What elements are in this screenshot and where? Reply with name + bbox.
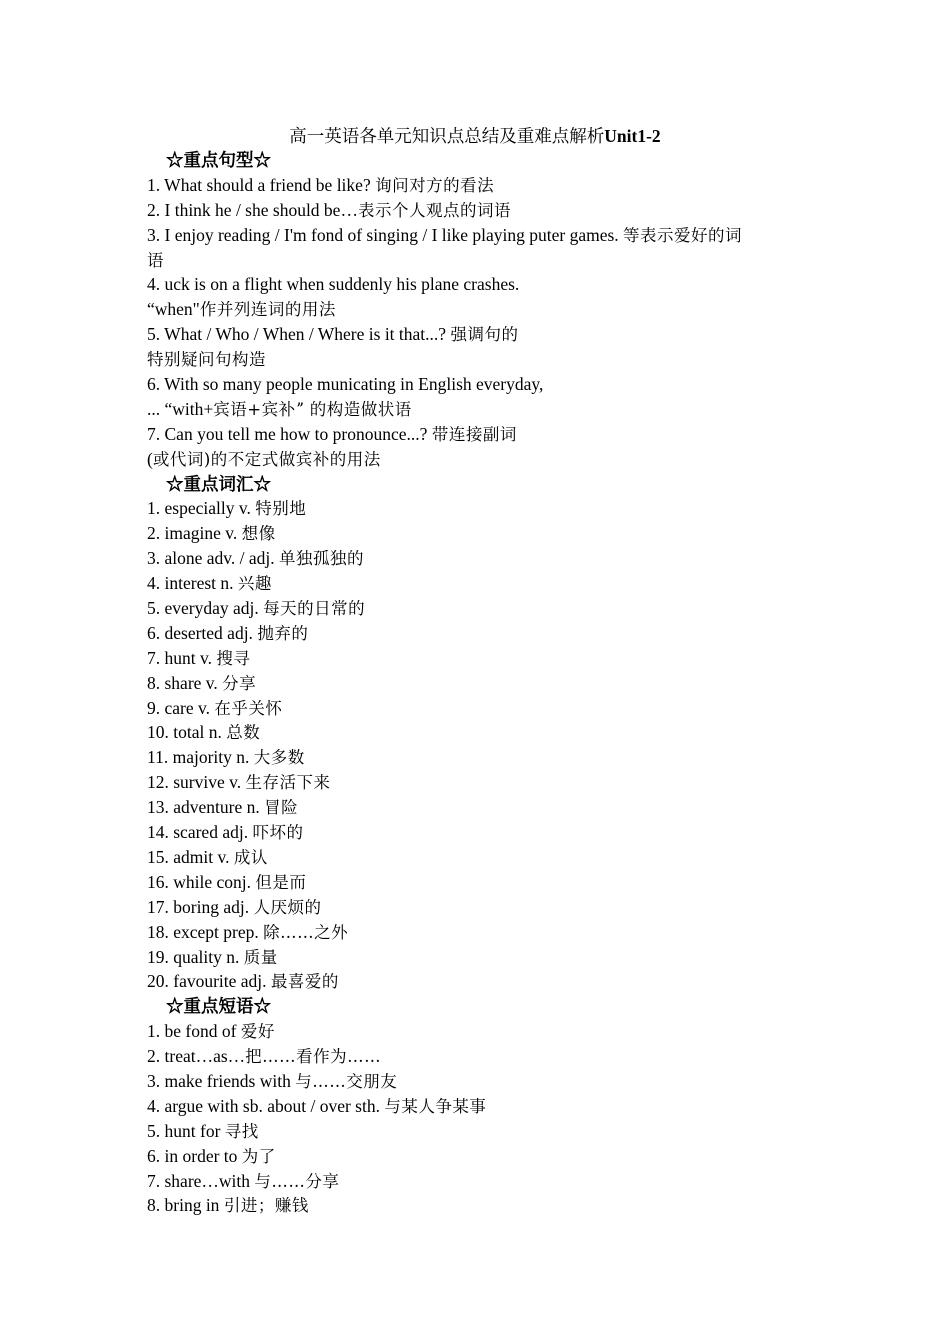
item-chinese-text: 除……之外	[263, 922, 349, 942]
list-item	[147, 945, 817, 970]
list-item	[147, 1119, 817, 1144]
item-chinese-text: 最喜爱的	[270, 972, 339, 992]
page-title	[0, 124, 950, 148]
list-item	[147, 1094, 817, 1119]
title-cn: 高一英语各单元知识点总结及重难点解析	[289, 126, 605, 146]
item-chinese-text: 为了	[241, 1146, 276, 1166]
item-english-text: 12. survive v.	[147, 772, 246, 793]
item-chinese-text: 在乎关怀	[214, 698, 283, 718]
item-chinese-text: 或代词)的不定式做宾补的用法	[152, 449, 381, 469]
list-item	[147, 870, 817, 895]
item-english-text: 10. total n.	[147, 722, 227, 743]
list-item	[147, 1044, 817, 1069]
item-english-text: 11. majority n.	[147, 747, 254, 768]
item-chinese-text: 人厌烦的	[253, 897, 322, 917]
list-item	[147, 272, 817, 297]
item-chinese-text: 与某人争某事	[384, 1096, 487, 1116]
list-item	[147, 297, 817, 322]
item-chinese-text: 搜寻	[216, 648, 251, 668]
item-chinese-text: 想像	[241, 524, 276, 544]
item-english-text: 3. alone adv. / adj.	[147, 548, 280, 569]
item-english-text: 1. What should a friend be like?	[147, 174, 376, 195]
item-chinese-text: 质量	[243, 947, 278, 967]
item-chinese-text: 分享	[222, 673, 257, 693]
list-item	[147, 745, 817, 770]
item-english-text: 19. quality n.	[147, 946, 244, 967]
item-chinese-text: 吓坏的	[252, 823, 304, 843]
item-english-text: 4. uck is on a flight when suddenly his plane crashes.	[147, 274, 520, 295]
item-chinese-text: 与……分享	[254, 1171, 340, 1191]
item-english-text: 6. With so many people municating in English everyday,	[147, 374, 544, 395]
list-item	[147, 198, 817, 223]
item-english-text: 8. bring in	[147, 1195, 224, 1216]
list-item	[147, 223, 817, 248]
item-english-text: 9. care v.	[147, 697, 215, 718]
item-chinese-text: 与……交朋友	[295, 1071, 398, 1091]
item-chinese-text: 带连接副词	[431, 424, 517, 444]
item-chinese-text: 爱好	[240, 1022, 275, 1042]
item-english-text: 7. hunt v.	[147, 647, 217, 668]
item-chinese-text: 兴趣	[237, 574, 272, 594]
list-item	[147, 521, 817, 546]
item-english-text: 3. make friends with	[147, 1070, 296, 1091]
list-item	[147, 820, 817, 845]
item-chinese-text: 生存活下来	[245, 773, 331, 793]
phrase-list	[147, 1019, 817, 1218]
item-english-text: 7. share…with	[147, 1170, 255, 1191]
item-english-text: 8. share v.	[147, 672, 223, 693]
item-english-text: 1. be fond of	[147, 1021, 241, 1042]
item-chinese-text: 强调句的	[450, 325, 519, 345]
item-chinese-text: 总数	[226, 723, 261, 743]
list-item	[147, 1193, 817, 1218]
list-item	[147, 422, 817, 447]
list-item	[147, 1169, 817, 1194]
item-english-text: 14. scared adj.	[147, 822, 253, 843]
item-english-text: 2. imagine v.	[147, 523, 242, 544]
item-chinese-text: 但是而	[255, 872, 307, 892]
section-heading-phrases: ☆重点短语☆	[166, 996, 271, 1017]
list-item	[147, 173, 817, 198]
item-chinese-text: 语	[147, 250, 164, 270]
list-item	[147, 671, 817, 696]
item-english-text: (	[147, 448, 153, 469]
list-item	[147, 1144, 817, 1169]
item-english-text: 13. adventure n.	[147, 797, 265, 818]
list-item	[147, 920, 817, 945]
item-chinese-text: 抛弃的	[257, 623, 309, 643]
document-body	[147, 148, 817, 1218]
item-english-text: 7. Can you tell me how to pronounce...?	[147, 423, 432, 444]
section-heading-vocabulary: ☆重点词汇☆	[166, 473, 271, 494]
item-chinese-text: 引进；赚钱	[223, 1196, 309, 1216]
list-item	[147, 895, 817, 920]
list-item	[147, 571, 817, 596]
item-english-text: 6. deserted adj.	[147, 622, 258, 643]
list-item	[147, 1069, 817, 1094]
item-english-text: 5. hunt for	[147, 1120, 225, 1141]
list-item	[147, 845, 817, 870]
item-english-text: ... “with+	[147, 398, 214, 419]
item-chinese-text: 成认	[233, 847, 268, 867]
section-heading-sentences: ☆重点句型☆	[166, 150, 271, 170]
list-item	[147, 347, 817, 372]
list-item	[147, 397, 817, 422]
item-english-text: 20. favourite adj.	[147, 971, 271, 992]
item-chinese-text: 作并列连词的用法	[199, 300, 336, 320]
list-item	[147, 496, 817, 521]
sentence-list	[147, 173, 817, 472]
item-chinese-text: 每天的日常的	[263, 599, 366, 619]
item-english-text: 6. in order to	[147, 1145, 242, 1166]
list-item	[147, 372, 817, 397]
item-chinese-text: 大多数	[253, 748, 305, 768]
list-item	[147, 770, 817, 795]
item-english-text: 2. treat…as…	[147, 1046, 246, 1067]
item-english-text: 4. interest n.	[147, 573, 238, 594]
list-item	[147, 969, 817, 994]
item-english-text: 16. while conj.	[147, 871, 256, 892]
list-item	[147, 696, 817, 721]
item-english-text: “when"	[147, 299, 200, 320]
item-english-text: 3. I enjoy reading / I'm fond of singing / I like playing puter games.	[147, 224, 624, 245]
list-item	[147, 596, 817, 621]
list-item	[147, 248, 817, 273]
item-chinese-text: 特别疑问句构造	[147, 350, 266, 370]
item-english-text: 5. everyday adj.	[147, 598, 264, 619]
list-item	[147, 795, 817, 820]
list-item	[147, 447, 817, 472]
item-english-text: 18. except prep.	[147, 921, 264, 942]
item-english-text: 17. boring adj.	[147, 896, 254, 917]
item-english-text: 2. I think he / she should be…	[147, 199, 358, 220]
item-english-text: 5. What / Who / When / Where is it that...?	[147, 324, 451, 345]
item-chinese-text: 等表示爱好的词	[623, 225, 743, 245]
item-english-text: 15. admit v.	[147, 846, 234, 867]
list-item	[147, 720, 817, 745]
vocabulary-list	[147, 496, 817, 994]
item-chinese-text: 寻找	[224, 1121, 259, 1141]
item-english-text: 4. argue with sb. about / over sth.	[147, 1095, 385, 1116]
list-item	[147, 621, 817, 646]
item-chinese-text: 冒险	[264, 798, 299, 818]
item-chinese-text: 宾语+宾补ˮ 的构造做状语	[213, 399, 412, 419]
list-item	[147, 646, 817, 671]
list-item	[147, 1019, 817, 1044]
title-en: Unit1-2	[604, 126, 661, 146]
item-chinese-text: 特别地	[255, 499, 307, 519]
list-item	[147, 546, 817, 571]
item-chinese-text: 表示个人观点的词语	[357, 200, 511, 220]
item-chinese-text: 询问对方的看法	[375, 175, 495, 195]
list-item	[147, 322, 817, 347]
item-english-text: 1. especially v.	[147, 498, 256, 519]
item-chinese-text: 把……看作为……	[245, 1047, 382, 1067]
item-chinese-text: 单独孤独的	[279, 549, 365, 569]
